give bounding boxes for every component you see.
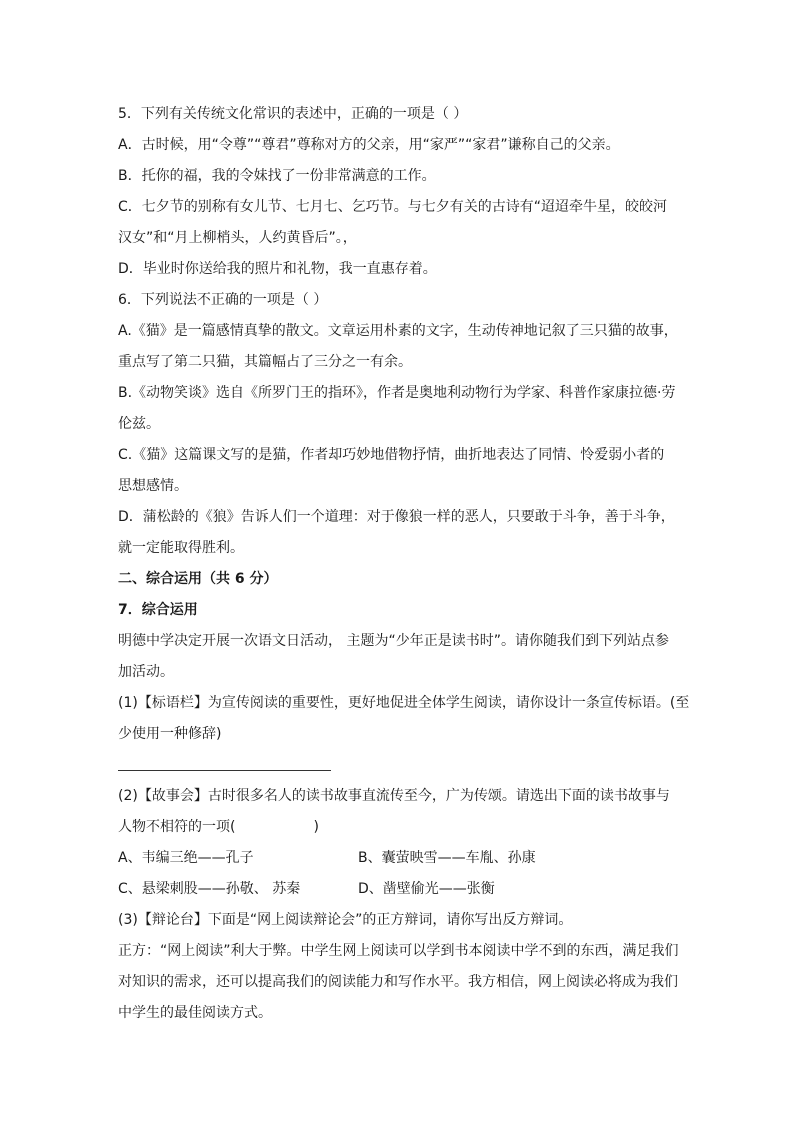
q7-part2-close-paren: ) — [313, 819, 319, 835]
answer-blank-line[interactable] — [118, 750, 686, 781]
q5-stem: 5．下列有关传统文化常识的表述中，正确的一项是（ ） — [118, 106, 468, 122]
q7-option-b: B、囊萤映雪——车胤、孙康 — [358, 850, 536, 866]
q7-part3-line1: (3)【辩论台】下面是“网上阅读辩论会”的正方辩词，请你写出反方辩词。 — [118, 912, 573, 928]
q5-option-c-line1: C．七夕节的别称有女儿节、七月七、乞巧节。与七夕有关的古诗有“迢迢牵牛星，皎皎河 — [118, 199, 668, 215]
q6-option-b-line2: 伦兹。 — [118, 416, 160, 432]
q6-option-b-line1: B.《动物笑谈》选自《所罗门王的指环》，作者是奥地利动物行为学家、科普作家康拉德·劳 — [118, 385, 676, 401]
q7-pro-argument-line1: 正方：“网上阅读”利大于弊。中学生网上阅读可以学到书本阅读中学不到的东西，满足我们 — [118, 943, 679, 959]
q7-part2-text: 人物不相符的一项( — [118, 819, 236, 835]
q5-option-c-line2: 汉女”和“月上柳梢头，人约黄昏后”。， — [118, 230, 357, 246]
q6-option-a-line2: 重点写了第二只猫，其篇幅占了三分之一有余。 — [118, 354, 412, 370]
q7-intro-line2: 加活动。 — [118, 664, 174, 680]
section-heading: 二、综合运用（共 6 分） — [118, 571, 278, 587]
q7-pro-argument-line2: 对知识的需求，还可以提高我们的阅读能力和写作水平。我方相信，网上阅读必将成为我们 — [118, 974, 678, 990]
q7-options-row2 — [118, 874, 686, 905]
q7-intro-line1: 明德中学决定开展一次语文日活动， 主题为“少年正是读书时”。请你随我们到下列站点参 — [118, 633, 669, 649]
q7-option-c: C、悬梁刺股——孙敬、 苏秦 — [118, 881, 301, 897]
q7-option-a: A、韦编三绝——孔子 — [118, 850, 254, 866]
q7-part1-line2: 少使用一种修辞) — [118, 726, 222, 742]
q6-stem: 6．下列说法不正确的一项是（ ） — [118, 292, 328, 308]
q6-option-c-line1: C.《猫》这篇课文写的是猫，作者却巧妙地借物抒情，曲折地表达了同情、怜爱弱小者的 — [118, 447, 665, 463]
q7-options-row1 — [118, 843, 686, 874]
q5-option-d: D．毕业时你送给我的照片和礼物，我一直惠存着。 — [118, 261, 437, 277]
q7-part1-line1: (1)【标语栏】为宣传阅读的重要性，更好地促进全体学生阅读，请你设计一条宣传标语。(至 — [118, 695, 690, 711]
q6-option-c-line2: 思想感情。 — [118, 478, 188, 494]
q6-option-d-line2: 就一定能取得胜利。 — [118, 540, 244, 556]
q7-part2-line2 — [118, 812, 686, 843]
q7-part2-line1: (2)【故事会】古时很多名人的读书故事直流传至今，广为传颂。请选出下面的读书故事与 — [118, 788, 670, 804]
q6-option-a-line1: A.《猫》是一篇感情真挚的散文。文章运用朴素的文字，生动传神地记叙了三只猫的故事， — [118, 323, 678, 339]
answer-underline — [118, 770, 331, 771]
q5-option-b: B．托你的福，我的令妹找了一份非常满意的工作。 — [118, 168, 436, 184]
q7-title: 7．综合运用 — [118, 602, 198, 618]
q6-option-d-line1: D．蒲松龄的《狼》告诉人们一个道理：对于像狼一样的恶人，只要敢于斗争，善于斗争， — [118, 509, 675, 525]
exam-page — [118, 99, 690, 1029]
q7-option-d: D、凿壁偷光——张衡 — [358, 881, 495, 897]
q5-option-a: A．古时候，用“令尊”“尊君”尊称对方的父亲，用“家严”“家君”谦称自己的父亲。 — [118, 137, 620, 153]
q7-pro-argument-line3: 中学生的最佳阅读方式。 — [118, 1005, 272, 1021]
